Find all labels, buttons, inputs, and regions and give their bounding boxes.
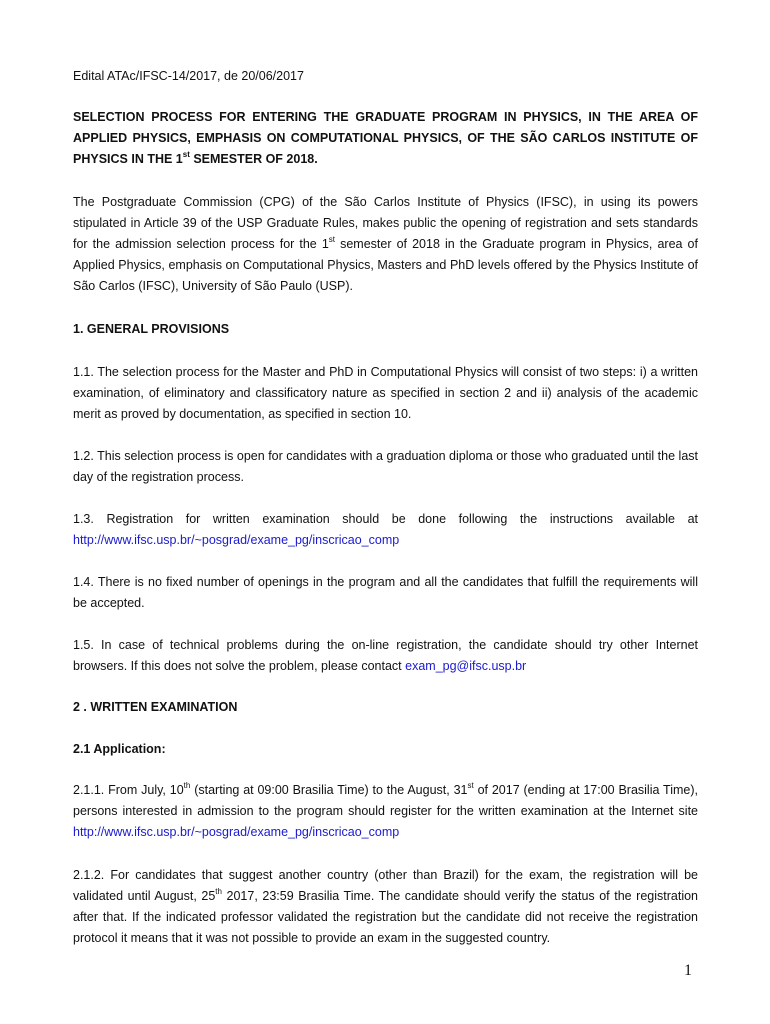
- paragraph-1-1: 1.1. The selection process for the Master and PhD in Computational Physics will consist of two steps: i) a written examination, of eliminatory and classificatory nature as specified in section 2 and ii) analysis of the academic merit as proved by documentation, as specified in section 10.: [73, 365, 698, 421]
- paragraph-2-1-1: [73, 780, 698, 843]
- paragraph-1-5-text: 1.5. In case of technical problems during the on-line registration, the candidate should try other Internet browsers. If this does not solve the problem, please contact: [73, 638, 698, 673]
- edital-header: Edital ATAc/IFSC-14/2017, de 20/06/2017: [73, 69, 304, 83]
- paragraph-1-2: 1.2. This selection process is open for candidates with a graduation diploma or those who graduated until the last day of the registration process.: [73, 449, 698, 484]
- section-2-heading: 2 . WRITTEN EXAMINATION: [73, 700, 238, 714]
- subsection-2-1-heading: 2.1 Application:: [73, 742, 166, 756]
- exam-registration-link[interactable]: http://www.ifsc.usp.br/~posgrad/exame_pg/inscricao_comp: [73, 825, 400, 839]
- intro-text: The Postgraduate Commission (CPG) of the São Carlos Institute of Physics (IFSC), in using its powers stipulated in Article 39 of the USP Graduate Rules, makes public the opening of registration and sets standards for the admission selection process for the 1: [73, 195, 698, 251]
- paragraph-2-1-1-text-a: 2.1.1. From July, 10: [73, 783, 184, 797]
- paragraph-1-3: [73, 509, 698, 551]
- section-1-heading: 1. GENERAL PROVISIONS: [73, 322, 230, 336]
- page-number: 1: [684, 962, 692, 979]
- title-text: SELECTION PROCESS FOR ENTERING THE GRADUATE PROGRAM IN PHYSICS, IN THE AREA OF APPLIED PHYSICS, EMPHASIS ON COMPUTATIONAL PHYSICS, OF THE SÃO CARLOS INSTITUTE OF PHYSICS IN THE 1: [73, 110, 698, 166]
- paragraph-2-1-2: [73, 865, 698, 949]
- paragraph-1-4: 1.4. There is no fixed number of openings in the program and all the candidates that fulfill the requirements will be accepted.: [73, 575, 698, 610]
- document-title: [73, 107, 698, 170]
- title-text-end: SEMESTER OF 2018.: [189, 152, 318, 166]
- paragraph-2-1-2-text-b: 2017, 23:59 Brasilia Time. The candidate should verify the status of the registration after that. If the indicated professor validated the registration but the candidate did not receive the registration protocol it means that it was not possible to provide an exam in the suggested country.: [73, 889, 698, 945]
- superscript-th: th: [183, 780, 191, 790]
- intro-superscript: st: [328, 234, 336, 244]
- intro-text-end: semester of 2018 in the Graduate program in Physics, area of Applied Physics, emphasis on Computational Physics, Masters and PhD levels offered by the Physics Institute of São Carlos (IFSC), University of São Paulo (USP).: [73, 237, 698, 293]
- paragraph-2-1-1-text-b: (starting at 09:00 Brasilia Time) to the August, 31: [190, 783, 468, 797]
- contact-email-link[interactable]: exam_pg@ifsc.usp.br: [405, 659, 527, 673]
- superscript-th-2: th: [215, 886, 222, 896]
- paragraph-1-3-text: 1.3. Registration for written examination should be done following the instructions available at: [73, 512, 698, 526]
- registration-link[interactable]: http://www.ifsc.usp.br/~posgrad/exame_pg/inscricao_comp: [73, 533, 400, 547]
- title-superscript: st: [182, 149, 190, 159]
- intro-paragraph: [73, 192, 698, 297]
- paragraph-1-5: [73, 635, 698, 677]
- paragraph-2-1-1-text-c: of 2017 (ending at 17:00 Brasilia Time), persons interested in admission to the program should register for the written examination at the Internet site: [73, 783, 698, 818]
- superscript-st: st: [467, 780, 474, 790]
- paragraph-2-1-2-text-a: 2.1.2. For candidates that suggest another country (other than Brazil) for the exam, the registration will be validated until August, 25: [73, 868, 698, 903]
